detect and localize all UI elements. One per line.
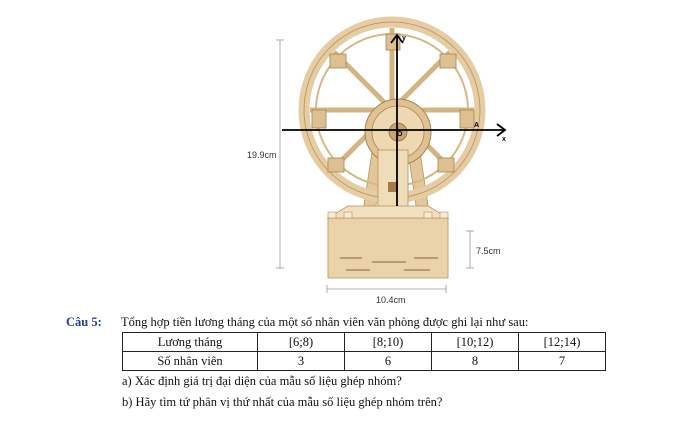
axis-y-label: y [402,35,406,42]
height-dimension [247,40,284,268]
question-text: Tổng hợp tiền lương tháng của một số nhân viên văn phòng được ghi lại như sau: [121,315,529,329]
base-height-label: 7.5cm [476,246,501,256]
count-cell: 8 [432,352,519,371]
count-cell: 7 [519,352,606,371]
width-dimension [327,285,446,305]
row-header-salary: Lương tháng [123,333,258,352]
row-header-employees: Số nhân viên [123,352,258,371]
wheel-model [304,22,480,278]
frequency-table [122,332,606,371]
origin-label: O [397,131,403,138]
table-row [123,333,606,352]
question-label: Câu 5: [66,315,102,329]
question-part-a: a) Xác định giá trị đại diện của mẫu số liệu ghép nhóm? [122,374,402,388]
table-row [123,352,606,371]
height-label: 19.9cm [247,150,277,160]
count-cell: 3 [258,352,345,371]
count-cell: 6 [345,352,432,371]
axis-x-label: x [502,136,506,143]
interval-cell: [10;12) [432,333,519,352]
width-label: 10.4cm [376,295,406,305]
interval-cell: [8;10) [345,333,432,352]
base-height-dimension [466,231,501,268]
interval-cell: [12;14) [519,333,606,352]
point-a-label: A [474,122,480,129]
question-part-b: b) Hãy tìm tứ phân vị thứ nhất của mẫu số liệu ghép nhóm trên? [122,395,443,409]
interval-cell: [6;8) [258,333,345,352]
